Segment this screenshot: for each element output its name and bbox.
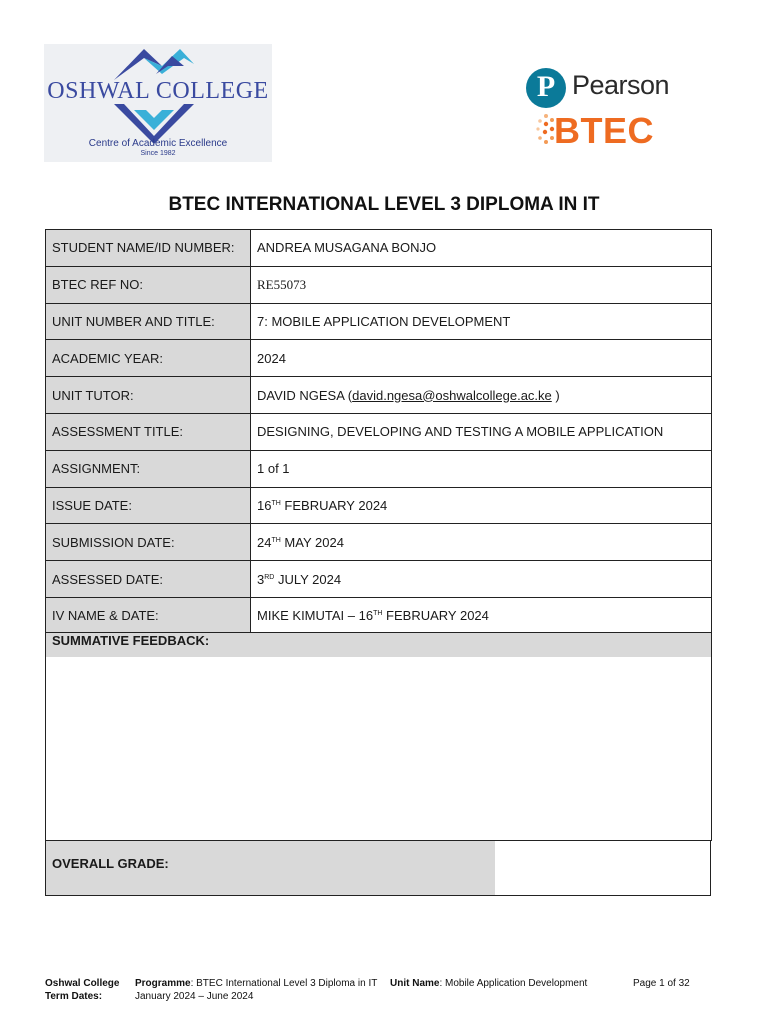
academic-year-value: 2024 bbox=[251, 340, 712, 377]
btec-dots-icon bbox=[534, 112, 556, 148]
footer-unit bbox=[390, 977, 587, 990]
assignment-info-table bbox=[45, 229, 712, 635]
document-title: BTEC INTERNATIONAL LEVEL 3 DIPLOMA IN IT bbox=[168, 194, 600, 215]
issue-day: 16 bbox=[257, 497, 272, 513]
assessed-day: 3 bbox=[257, 571, 265, 587]
assessment-title-value: DESIGNING, DEVELOPING AND TESTING A MOBILE APPLICATION bbox=[251, 413, 712, 450]
assessed-rest: JULY 2024 bbox=[274, 571, 342, 587]
overall-grade-field[interactable] bbox=[495, 840, 711, 896]
assessment-title-label: ASSESSMENT TITLE: bbox=[46, 413, 251, 450]
iv-suffix: TH bbox=[373, 610, 383, 618]
summative-feedback-label: SUMMATIVE FEEDBACK: bbox=[52, 633, 210, 648]
oshwal-college-logo bbox=[44, 44, 272, 162]
btec-wordmark: BTEC bbox=[554, 110, 654, 151]
table-row bbox=[46, 340, 712, 377]
tutor-name: DAVID NGESA ( bbox=[257, 387, 353, 403]
table-row bbox=[46, 413, 712, 450]
oshwal-tagline: Centre of Academic Excellence bbox=[88, 138, 228, 149]
issue-date-label: ISSUE DATE: bbox=[46, 487, 251, 524]
unit-value: 7: MOBILE APPLICATION DEVELOPMENT bbox=[251, 303, 712, 340]
footer-programme bbox=[135, 977, 377, 1003]
footer-college bbox=[45, 977, 119, 1003]
footer-term-colon: : bbox=[98, 991, 103, 1002]
iv-label: IV NAME & DATE: bbox=[46, 597, 251, 634]
table-row bbox=[46, 597, 712, 634]
ref-value: RE55073 bbox=[251, 266, 712, 303]
assessed-suffix: RD bbox=[264, 573, 275, 581]
tutor-value bbox=[251, 377, 712, 414]
footer-unit-value: : Mobile Application Development bbox=[439, 978, 588, 989]
submission-day: 24 bbox=[257, 534, 272, 550]
footer-programme-value: : BTEC International Level 3 Diploma in IT bbox=[190, 978, 378, 989]
assignment-label: ASSIGNMENT: bbox=[46, 450, 251, 487]
tutor-label: UNIT TUTOR: bbox=[46, 377, 251, 414]
table-row bbox=[46, 303, 712, 340]
table-row bbox=[46, 487, 712, 524]
footer-college-name: Oshwal College bbox=[45, 978, 120, 989]
oshwal-since: Since 1982 bbox=[140, 150, 176, 157]
student-value: ANDREA MUSAGANA BONJO bbox=[251, 230, 712, 267]
summative-feedback-area[interactable] bbox=[45, 657, 712, 841]
pearson-wordmark: Pearson bbox=[572, 70, 670, 100]
pearson-btec-logo bbox=[526, 66, 676, 156]
iv-rest: FEBRUARY 2024 bbox=[382, 608, 489, 624]
academic-year-label: ACADEMIC YEAR: bbox=[46, 340, 251, 377]
unit-label: UNIT NUMBER AND TITLE: bbox=[46, 303, 251, 340]
overall-grade-header bbox=[45, 840, 496, 896]
issue-suffix: TH bbox=[271, 499, 281, 507]
submission-date-label: SUBMISSION DATE: bbox=[46, 524, 251, 561]
assignment-value: 1 of 1 bbox=[251, 450, 712, 487]
iv-value bbox=[251, 597, 712, 634]
table-row bbox=[46, 561, 712, 598]
pearson-p-icon: P bbox=[526, 68, 566, 108]
submission-date-value bbox=[251, 524, 712, 561]
submission-suffix: TH bbox=[271, 536, 281, 544]
footer-programme-label: Programme bbox=[135, 978, 191, 989]
summative-feedback-header bbox=[45, 632, 712, 659]
table-row bbox=[46, 377, 712, 414]
footer-page-number: Page 1 of 32 bbox=[633, 978, 690, 989]
footer-unit-label: Unit Name bbox=[390, 978, 440, 989]
assessed-date-label: ASSESSED DATE: bbox=[46, 561, 251, 598]
iv-prefix: MIKE KIMUTAI – 16 bbox=[257, 608, 374, 624]
table-row bbox=[46, 450, 712, 487]
tutor-close: ) bbox=[551, 387, 560, 403]
footer-term-dates: January 2024 – June 2024 bbox=[135, 991, 254, 1002]
assessed-date-value bbox=[251, 561, 712, 598]
issue-date-value bbox=[251, 487, 712, 524]
issue-rest: FEBRUARY 2024 bbox=[280, 497, 388, 513]
ref-label: BTEC REF NO: bbox=[46, 266, 251, 303]
footer-term-label: Term Dates bbox=[45, 991, 99, 1002]
tutor-email-link[interactable]: david.ngesa@oshwalcollege.ac.ke bbox=[352, 387, 552, 403]
student-label: STUDENT NAME/ID NUMBER: bbox=[46, 230, 251, 267]
table-row bbox=[46, 524, 712, 561]
table-row bbox=[46, 230, 712, 267]
oshwal-college-name: OSHWAL COLLEGE bbox=[47, 78, 269, 104]
submission-rest: MAY 2024 bbox=[280, 534, 344, 550]
table-row bbox=[46, 266, 712, 303]
overall-grade-label: OVERALL GRADE: bbox=[52, 856, 169, 871]
